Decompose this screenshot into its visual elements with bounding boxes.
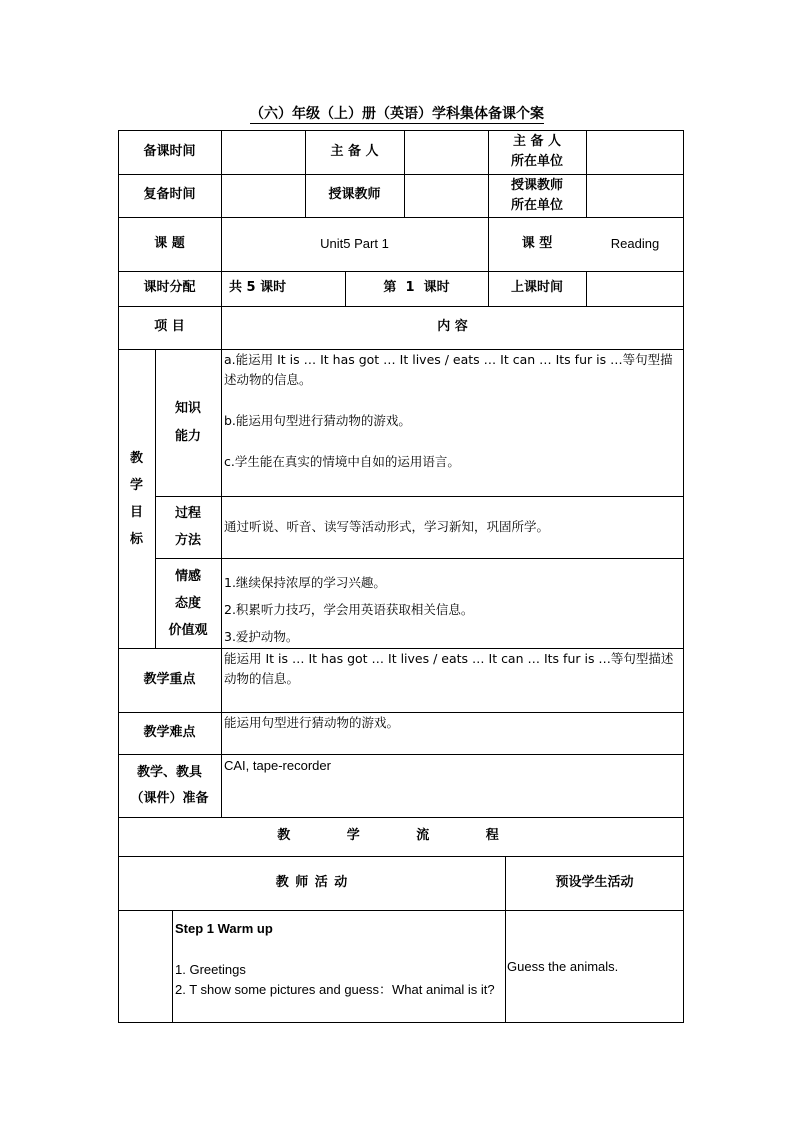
process-label-line1: 过程 [174, 506, 201, 521]
tools-label-line1: 教学、教具 [136, 764, 202, 780]
teacher-unit-label [488, 174, 586, 217]
lead-unit-label-line2: 所在单位 [510, 154, 563, 169]
knowledge-label-line2: 能力 [174, 428, 201, 444]
teacher-unit-label-line1: 授课教师 [510, 177, 563, 193]
key-points-label: 教学重点 [143, 671, 196, 687]
difficulty-content: 能运用句型进行猜动物的游戏。 [224, 715, 400, 730]
lead-unit-value[interactable] [586, 130, 684, 174]
hours-total: 共 5 课时 [229, 280, 287, 296]
topic-label: 课 题 [154, 235, 185, 251]
emotion-label-line1: 情感 [174, 568, 201, 584]
emotion-label-line3: 价值观 [168, 622, 208, 638]
step1-content [173, 911, 505, 1023]
document-title: （六）年级（上）册（英语）学科集体备课个案 [250, 106, 544, 122]
emotion-label [155, 558, 221, 648]
teacher-label: 授课教师 [328, 187, 381, 203]
objectives-char-2: 学 [129, 477, 143, 493]
step1-student-activity: Guess the animals. [507, 958, 619, 974]
knowledge-line-b: b.能运用句型进行猜动物的游戏。 [224, 413, 411, 428]
review-time-label: 复备时间 [143, 187, 196, 203]
knowledge-line-a: a.能运用 It is … It has got … It lives / eats … It can … Its fur is …等句型描述动物的信息。 [224, 352, 673, 387]
teacher-value[interactable] [404, 174, 488, 217]
difficulty-label: 教学难点 [143, 724, 196, 740]
type-label: 课 型 [521, 235, 553, 251]
emotion-line-3: 3.爱护动物。 [224, 629, 299, 644]
knowledge-label [155, 349, 221, 496]
step1-heading: Step 1 Warm up [175, 921, 273, 936]
prep-time-label: 备课时间 [143, 143, 196, 159]
objectives-char-3: 目 [129, 504, 143, 520]
step1-item-2: 2. T show some pictures and guess：What animal is it? [175, 982, 495, 997]
item-header: 项 目 [154, 319, 185, 335]
type-value: Reading [610, 235, 660, 251]
key-points-content: 能运用 It is … It has got … It lives / eats … It can … Its fur is …等句型描述动物的信息。 [224, 651, 674, 686]
flow-title: 教 学 流 程 [277, 828, 525, 844]
objectives-char-1: 教 [129, 450, 143, 466]
knowledge-content [222, 350, 684, 496]
lead-unit-label [488, 130, 586, 174]
teacher-unit-value[interactable] [586, 174, 684, 217]
knowledge-line-c: c.学生能在真实的情境中自如的运用语言。 [224, 454, 460, 469]
emotion-line-2: 2.积累听力技巧，学会用英语获取相关信息。 [224, 602, 474, 617]
student-activity-header: 预设学生活动 [555, 874, 634, 890]
prep-time-value[interactable] [221, 130, 305, 174]
review-time-value[interactable] [221, 174, 305, 217]
lead-unit-label-line1: 主 备 人 [512, 134, 562, 149]
emotion-content [222, 559, 684, 648]
topic-value: Unit5 Part 1 [320, 235, 389, 251]
step1-item-1: 1. Greetings [175, 962, 246, 977]
process-label [155, 496, 221, 558]
objectives-char-4: 标 [129, 531, 143, 547]
step-column-blank [118, 910, 172, 1023]
tools-label [118, 754, 221, 817]
tools-content: CAI, tape-recorder [224, 758, 331, 773]
hours-label: 课时分配 [143, 280, 196, 296]
tools-label-line2: （课件）准备 [130, 790, 209, 806]
teacher-activity-header: 教 师 活 动 [275, 874, 348, 890]
emotion-label-line2: 态度 [174, 595, 201, 611]
class-time-value[interactable] [586, 271, 684, 306]
lead-label: 主 备 人 [330, 143, 379, 159]
hours-nth: 第 1 课时 [383, 280, 450, 296]
emotion-line-1: 1.继续保持浓厚的学习兴趣。 [224, 575, 386, 590]
content-header: 内 容 [437, 319, 468, 335]
teacher-unit-label-line2: 所在单位 [510, 197, 563, 213]
class-time-label: 上课时间 [510, 280, 563, 296]
process-content: 通过听说、听音、读写等活动形式，学习新知，巩固所学。 [224, 519, 550, 534]
objectives-group-label [118, 349, 155, 648]
lead-value[interactable] [404, 130, 488, 174]
knowledge-label-line1: 知识 [174, 400, 201, 416]
process-label-line2: 方法 [174, 533, 201, 548]
